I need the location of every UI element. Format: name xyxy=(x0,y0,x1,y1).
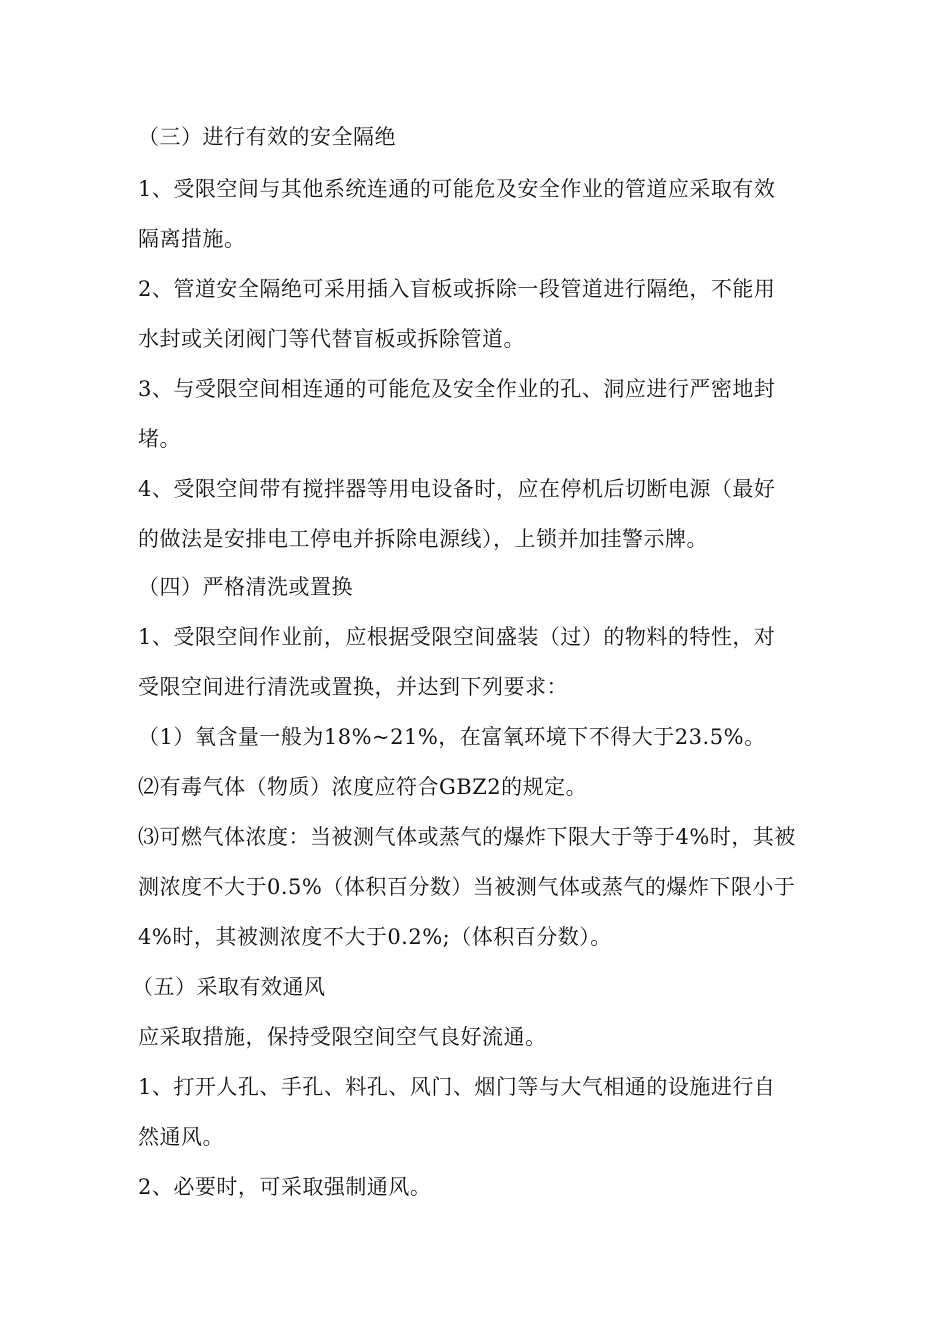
paragraph-line: 1、受限空间作业前，应根据受限空间盛装（过）的物料的特性，对 xyxy=(138,625,776,649)
paragraph-line: 4%时，其被测浓度不大于0.2%;（体积百分数）。 xyxy=(138,925,612,949)
paragraph-line: 1、打开人孔、手孔、料孔、风门、烟门等与大气相通的设施进行自 xyxy=(138,1075,776,1099)
paragraph-line: 然通风。 xyxy=(138,1125,224,1149)
requirement-item-3: ⑶可燃气体浓度：当被测气体或蒸气的爆炸下限大于等于4%时，其被 xyxy=(138,825,796,849)
section-heading-3: （三）进行有效的安全隔绝 xyxy=(138,125,396,149)
paragraph-line: 1、受限空间与其他系统连通的可能危及安全作业的管道应采取有效 xyxy=(138,177,776,201)
paragraph-line: 受限空间进行清洗或置换，并达到下列要求： xyxy=(138,675,568,699)
section-heading-4: （四）严格清洗或置换 xyxy=(138,575,353,599)
paragraph-line: 2、管道安全隔绝可采用插入盲板或拆除一段管道进行隔绝，不能用 xyxy=(138,277,776,301)
paragraph-line: 应采取措施，保持受限空间空气良好流通。 xyxy=(138,1025,547,1049)
requirement-item-2: ⑵有毒气体（物质）浓度应符合GBZ2的规定。 xyxy=(138,775,588,799)
paragraph-line: 3、与受限空间相连通的可能危及安全作业的孔、洞应进行严密地封 xyxy=(138,377,776,401)
paragraph-line: 水封或关闭阀门等代替盲板或拆除管道。 xyxy=(138,327,525,351)
section-heading-5: （五）采取有效通风 xyxy=(132,975,326,999)
paragraph-line: 测浓度不大于0.5%（体积百分数）当被测气体或蒸气的爆炸下限小于 xyxy=(138,875,796,899)
paragraph-line: 的做法是安排电工停电并拆除电源线），上锁并加挂警示牌。 xyxy=(138,527,708,551)
paragraph-line: 4、受限空间带有搅拌器等用电设备时，应在停机后切断电源（最好 xyxy=(138,477,776,501)
requirement-item-1: （1）氧含量一般为18%~21%，在富氧环境下不得大于23.5%。 xyxy=(138,725,766,749)
paragraph-line: 堵。 xyxy=(138,427,181,451)
paragraph-line: 隔离措施。 xyxy=(138,227,246,251)
paragraph-line: 2、必要时，可采取强制通风。 xyxy=(138,1175,432,1199)
